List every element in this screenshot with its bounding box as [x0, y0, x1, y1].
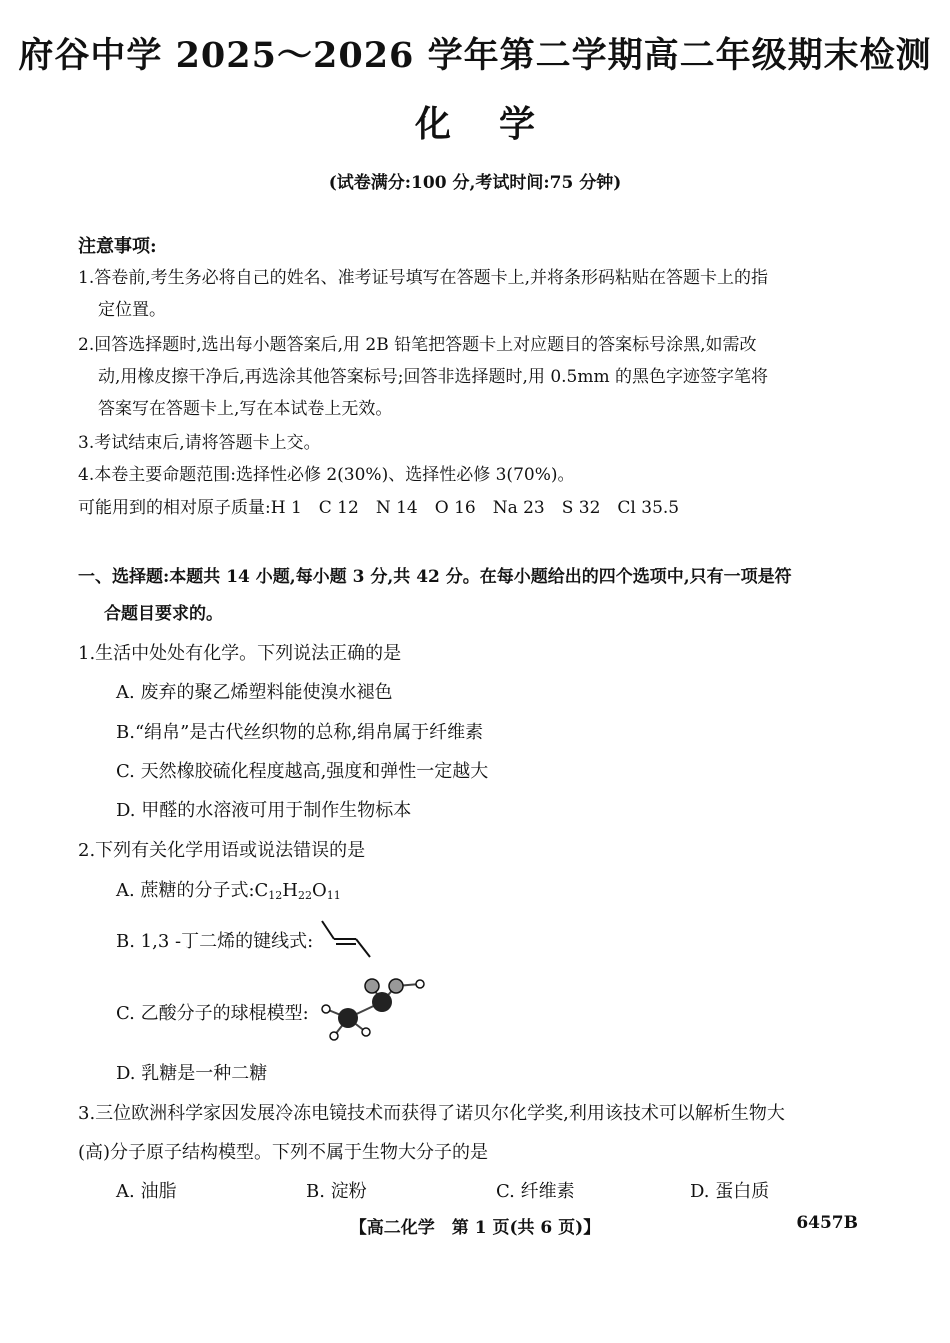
note-line-2: 定位置。 — [98, 300, 166, 320]
q2-option-a: A. 蔗糖的分子式$:C_{12}H_{22}O_{11}$ — [116, 880, 341, 902]
q1-option-d: D. 甲醛的水溶液可用于制作生物标本 — [116, 800, 412, 821]
note-line-7: 4.本卷主要命题范围:选择性必修 2(30%)、选择性必修 3(70%)。 — [78, 465, 575, 485]
q3-stem-line2: (高)分子原子结构模型。下列不属于生物大分子的是 — [78, 1142, 489, 1163]
q3-option-b: B. 淀粉 — [306, 1181, 367, 1202]
q3-option-a: A. 油脂 — [116, 1181, 177, 1202]
page-footer: 【高二化学 第 1 页(共 6 页)】 — [349, 1218, 601, 1238]
q1-option-c: C. 天然橡胶硫化程度越高,强度和弹性一定越大 — [116, 761, 489, 782]
section-heading-line2: 合题目要求的。 — [104, 604, 223, 624]
section-heading-line1: 一、选择题:本题共 14 小题,每小题 3 分,共 42 分。在每小题给出的四个选项中,只有一项是符 — [78, 567, 792, 587]
note-line-3: 2.回答选择题时,选出每小题答案后,用 2B 铅笔把答题卡上对应题目的答案标号涂黑,如需改 — [78, 335, 757, 355]
q2-stem: 2.下列有关化学用语或说法错误的是 — [78, 840, 366, 861]
notes-heading: 注意事项: — [78, 236, 157, 257]
acetic-acid-ball-stick-model — [314, 974, 429, 1044]
exam-title: 府谷中学 2025～2026 学年第二学期高二年级期末检测 — [18, 35, 932, 76]
subject-title: 化学 — [414, 103, 583, 145]
q3-stem-line1: 3.三位欧洲科学家因发展冷冻电镜技术而获得了诺贝尔化学奖,利用该技术可以解析生物大 — [78, 1103, 785, 1124]
q1-option-a: A. 废弃的聚乙烯塑料能使溴水褪色 — [116, 682, 393, 703]
note-line-4: 动,用橡皮擦干净后,再选涂其他答案标号;回答非选择题时,用 0.5mm 的黑色字迹签字笔将 — [98, 367, 769, 387]
note-line-1: 1.答卷前,考生务必将自己的姓名、准考证号填写在答题卡上,并将条形码粘贴在答题卡上的指 — [78, 268, 769, 288]
q1-option-b: B.“绢帛”是古代丝织物的总称,绢帛属于纤维素 — [116, 722, 484, 743]
note-line-6: 3.考试结束后,请将答题卡上交。 — [78, 433, 321, 453]
q2-option-c: C. 乙酸分子的球棍模型: — [116, 1003, 309, 1024]
paper-code: 6457B — [796, 1213, 858, 1233]
atomic-mass-line: 可能用到的相对原子质量:H 1 C 12 N 14 O 16 Na 23 S 32 Cl 35.5 — [78, 498, 680, 518]
q3-option-d: D. 蛋白质 — [690, 1181, 770, 1202]
butadiene-skeletal-formula — [318, 915, 374, 959]
q2-option-b: B. 1,3 -丁二烯的键线式: — [116, 931, 314, 952]
q3-option-c: C. 纤维素 — [496, 1181, 575, 1202]
note-line-5: 答案写在答题卡上,写在本试卷上无效。 — [98, 399, 393, 419]
q2-option-d: D. 乳糖是一种二糖 — [116, 1063, 268, 1084]
q1-stem: 1.生活中处处有化学。下列说法正确的是 — [78, 643, 402, 664]
exam-info: (试卷满分:100 分,考试时间:75 分钟) — [328, 173, 622, 193]
